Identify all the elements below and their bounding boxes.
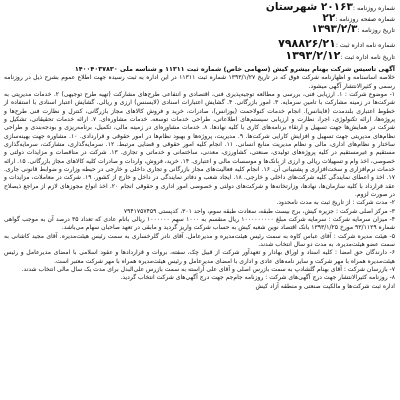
page-number-value: ۲۲ (322, 12, 336, 24)
journal-date-row (4, 24, 395, 35)
registry-letter-number-label: شماره نامه اداره ثبت : (335, 42, 395, 49)
registry-letter-date-row (4, 50, 395, 62)
signatories-paragraph: ۶- دارندگان حق امضا : کلیه اسناد و اوراق بهادار و تعهدآور شرکت از قبیل چک، سفته، بروات و قراردادها و عقود اسلامی با امضای مدیرعامل و رئیس هیئت‌مدیره همراه با مهر شرکت و سایر نامه‌های عادی و اداری با امضای مدیرعامل و رئیس هیئت‌مدیره همراه با مهر شرکت معتبر است. (4, 249, 395, 265)
board-members-paragraph: ۵- هیئت مدیره شرکت : آقای عباس کاوه به سمت رئیس هیئت‌مدیره و مدیرعامل. آقای نادر گلرخساری به سمت رئیس هیئت‌مدیره. آقای مجید کاشانی به سمت عضو هیئت‌مدیره. به مدت دو سال انتخاب شدند. (4, 232, 395, 249)
page-number-label: شماره صفحه روزنامه : (335, 16, 395, 23)
registry-letter-date-value: ۱۳۹۳/۲/۱۲ (285, 49, 341, 62)
notice-intro-paragraph: خلاصه اساسنامه و اظهارنامه شرکت فوق که در تاریخ ۱۳۹۳/۱/۲۷ شماره ثبت ۱۱۳۱۱ در این اداره به ثبت رسیده جهت اطلاع عموم بشرح ذیل در روزنامه رسمی و کثیرالانتشار آگهی میشود. (4, 74, 395, 90)
company-subject-paragraph: ۱- موضوع شرکت : ۱. ارزیابی فنی، بررسی و مطالعه توجیه‌پذیری فنی، اقتصادی و انتفاعی طرح‌های مشارکت (تهیه طرح توجیهی) ۲. خدمات مدیریتی به شرکت‌ها در زمینه مشارکت با تامین سرمایه. ۳. امور بازرگانی. ۴. گشایش اعتبارات اسنادی (لایسنس) ارزی و ریالی. گشایش اعتبار اسنادی با استفاده از خطوط اعتباری بلندمدت (فاینانس). انجام خدمات کنولاحمت (یوزانس)، صادرات، خرید و فروش کالاهای مجاز بازرگانی، کنترل و نظارت فنی طرح‌ها و پروژه‌ها، ارائه تکنولوژی، اجرا، نظارت و ارزیابی سیستم‌های اطلاعاتی، طراحی خدمات توسعه. خدمات مشاوره‌ای. ۷. ارائه خدمات تحقیقاتی، تشکیل و شرکت در همایش‌ها جهت تسهیل و ارتقاء برنامه‌های کاری با کلیه نهادها. ۸. خدمات مشاوره‌ای در زمینه مالی، تکمیل، برنامه‌ریزی و بودجه‌بندی و طراحی نظام‌های مدیریتی جهت تسهیل و افزایش کارایی شرکت‌ها. ۹. مدیریت، پروژه‌ها و بهبود نظام‌ها در امور حقوقی و قراردادی. ۱۰. مشاوره جهت بهینه‌سازی ساختار و نظام‌های اداری، مالی و نظام مدیریت منابع انسانی. ۱۱. انجام کلیه امور حقوقی و قضایی مرتبط. ۱۲. سرمایه‌گذاری، مشارکت، سرمایه‌گذاری مستقیم و غیرمستقیم در کلیه پروژه‌های تولیدی، صنعتی، کشاورزی، معدنی، ساختمانی و خدماتی و تجاری. ۱۳. شرکت در مناقصات و مزایدات دولتی و خصوصی، اخذ وام و تسهیلات ریالی و ارزی از بانک‌ها و موسسات مالی و اعتباری. ۱۴. خرید، فروش، واردات و صادرات کلیه کالاهای مجاز بازرگانی. ۱۵. ارائه خدمات نرم‌افزاری و سخت‌افزاری و پشتیبانی آن. ۱۶. انجام کلیه فعالیت‌های مجاز بازرگانی و تجاری داخلی و خارجی در حیطه وزارت و ضوابط قانونی جاری. ۱۷. اخذ و اعطای نمایندگی کلیه شرکت‌های داخلی و خارجی. ۱۸. ایجاد شعب و دفاتر نمایندگی در داخل و خارج از کشور. ۱۹. شرکت در معاملات، مزایدات و عقد قرارداد با کلیه سازمان‌ها، نهادها، وزارتخانه‌ها و شرکت‌های دولتی و خصوصی امور اداری و حقوقی انجام ۲۰. اخذ انواع مجوزهای لازم از مراجع ذیصلاح در صورت لزوم. (4, 90, 396, 199)
journal-number-value: ۲۰۱۶۳ شهرستان (265, 1, 353, 13)
registry-letter-number-value: ۷۹۸۸۲۶/۲۱ (278, 37, 336, 50)
journal-number-row (4, 2, 395, 13)
registry-letter-date-label: تاریخ نامه اداره ثبت : (340, 54, 395, 61)
newspaper-paragraph: ۸- روزنامه کثیرالانتشار جهت درج آگهی‌های شرکت : روزنامه جام‌جم جهت درج آگهی‌های شرکت انتخاب گردید. (120, 274, 395, 282)
head-office-paragraph: ۳- مرکز اصلی شرکت : جزیره کیش، برج بیست طبقه، سعادت طبقه سوم، واحد ۳۰۱، کدپستی ۷۹۴۱۷۵۷۴۵۹ (123, 207, 395, 215)
journal-number-label: شماره روزنامه : (352, 5, 395, 12)
notice-body (4, 74, 395, 291)
issuing-office-paragraph: اداره ثبت شرکت‌ها و مالکیت صنعتی و منطقه آزاد کیش (255, 282, 395, 290)
journal-date-label: تاریخ روزنامه : (357, 27, 395, 34)
notice-title: آگهی تاسیس شرکت بهنام بیشرو کیش (سهامی خاص) شماره ثبت ۱۱۳۱۱ و شناسه ملی ۱۴۰۰۴۰۳۷۸۳۰ (74, 65, 395, 73)
capital-paragraph: ۴- میزان سرمایه شرکت : سرمایه شرکت مبلغ ۱۰۰۰۰۰۰۰۰۰ ریال منقسم به ۱۰۰۰ سهم ۱۰۰۰۰۰۰ ریالی بانام عادی که تعداد ۳۵ درصد آن به موجب گواهی شماره ۹۳/۱۱۲۹ مورخ ۱۳۹۳/۱/۲۵ بانک اقتصاد نوین شعبه کیش به حساب شرکت واریز گردید و مابقی در تعهد صاحبان سهام می‌باشد. (4, 216, 395, 232)
inspectors-paragraph: ۷- بازرسان شرکت : آقای بهنام گلشادپ به سمت بازرس اصلی و آقای علی آراسته به سمت بازرس علی‌البدل برای مدت یک سال مالی انتخاب شدند. (21, 266, 395, 274)
journal-date-value: ۱۳۹۳/۲/۳ (311, 23, 358, 35)
company-duration-paragraph: ۲- مدت شرکت : از تاریخ ثبت به مدت نامحدود. (276, 199, 395, 207)
